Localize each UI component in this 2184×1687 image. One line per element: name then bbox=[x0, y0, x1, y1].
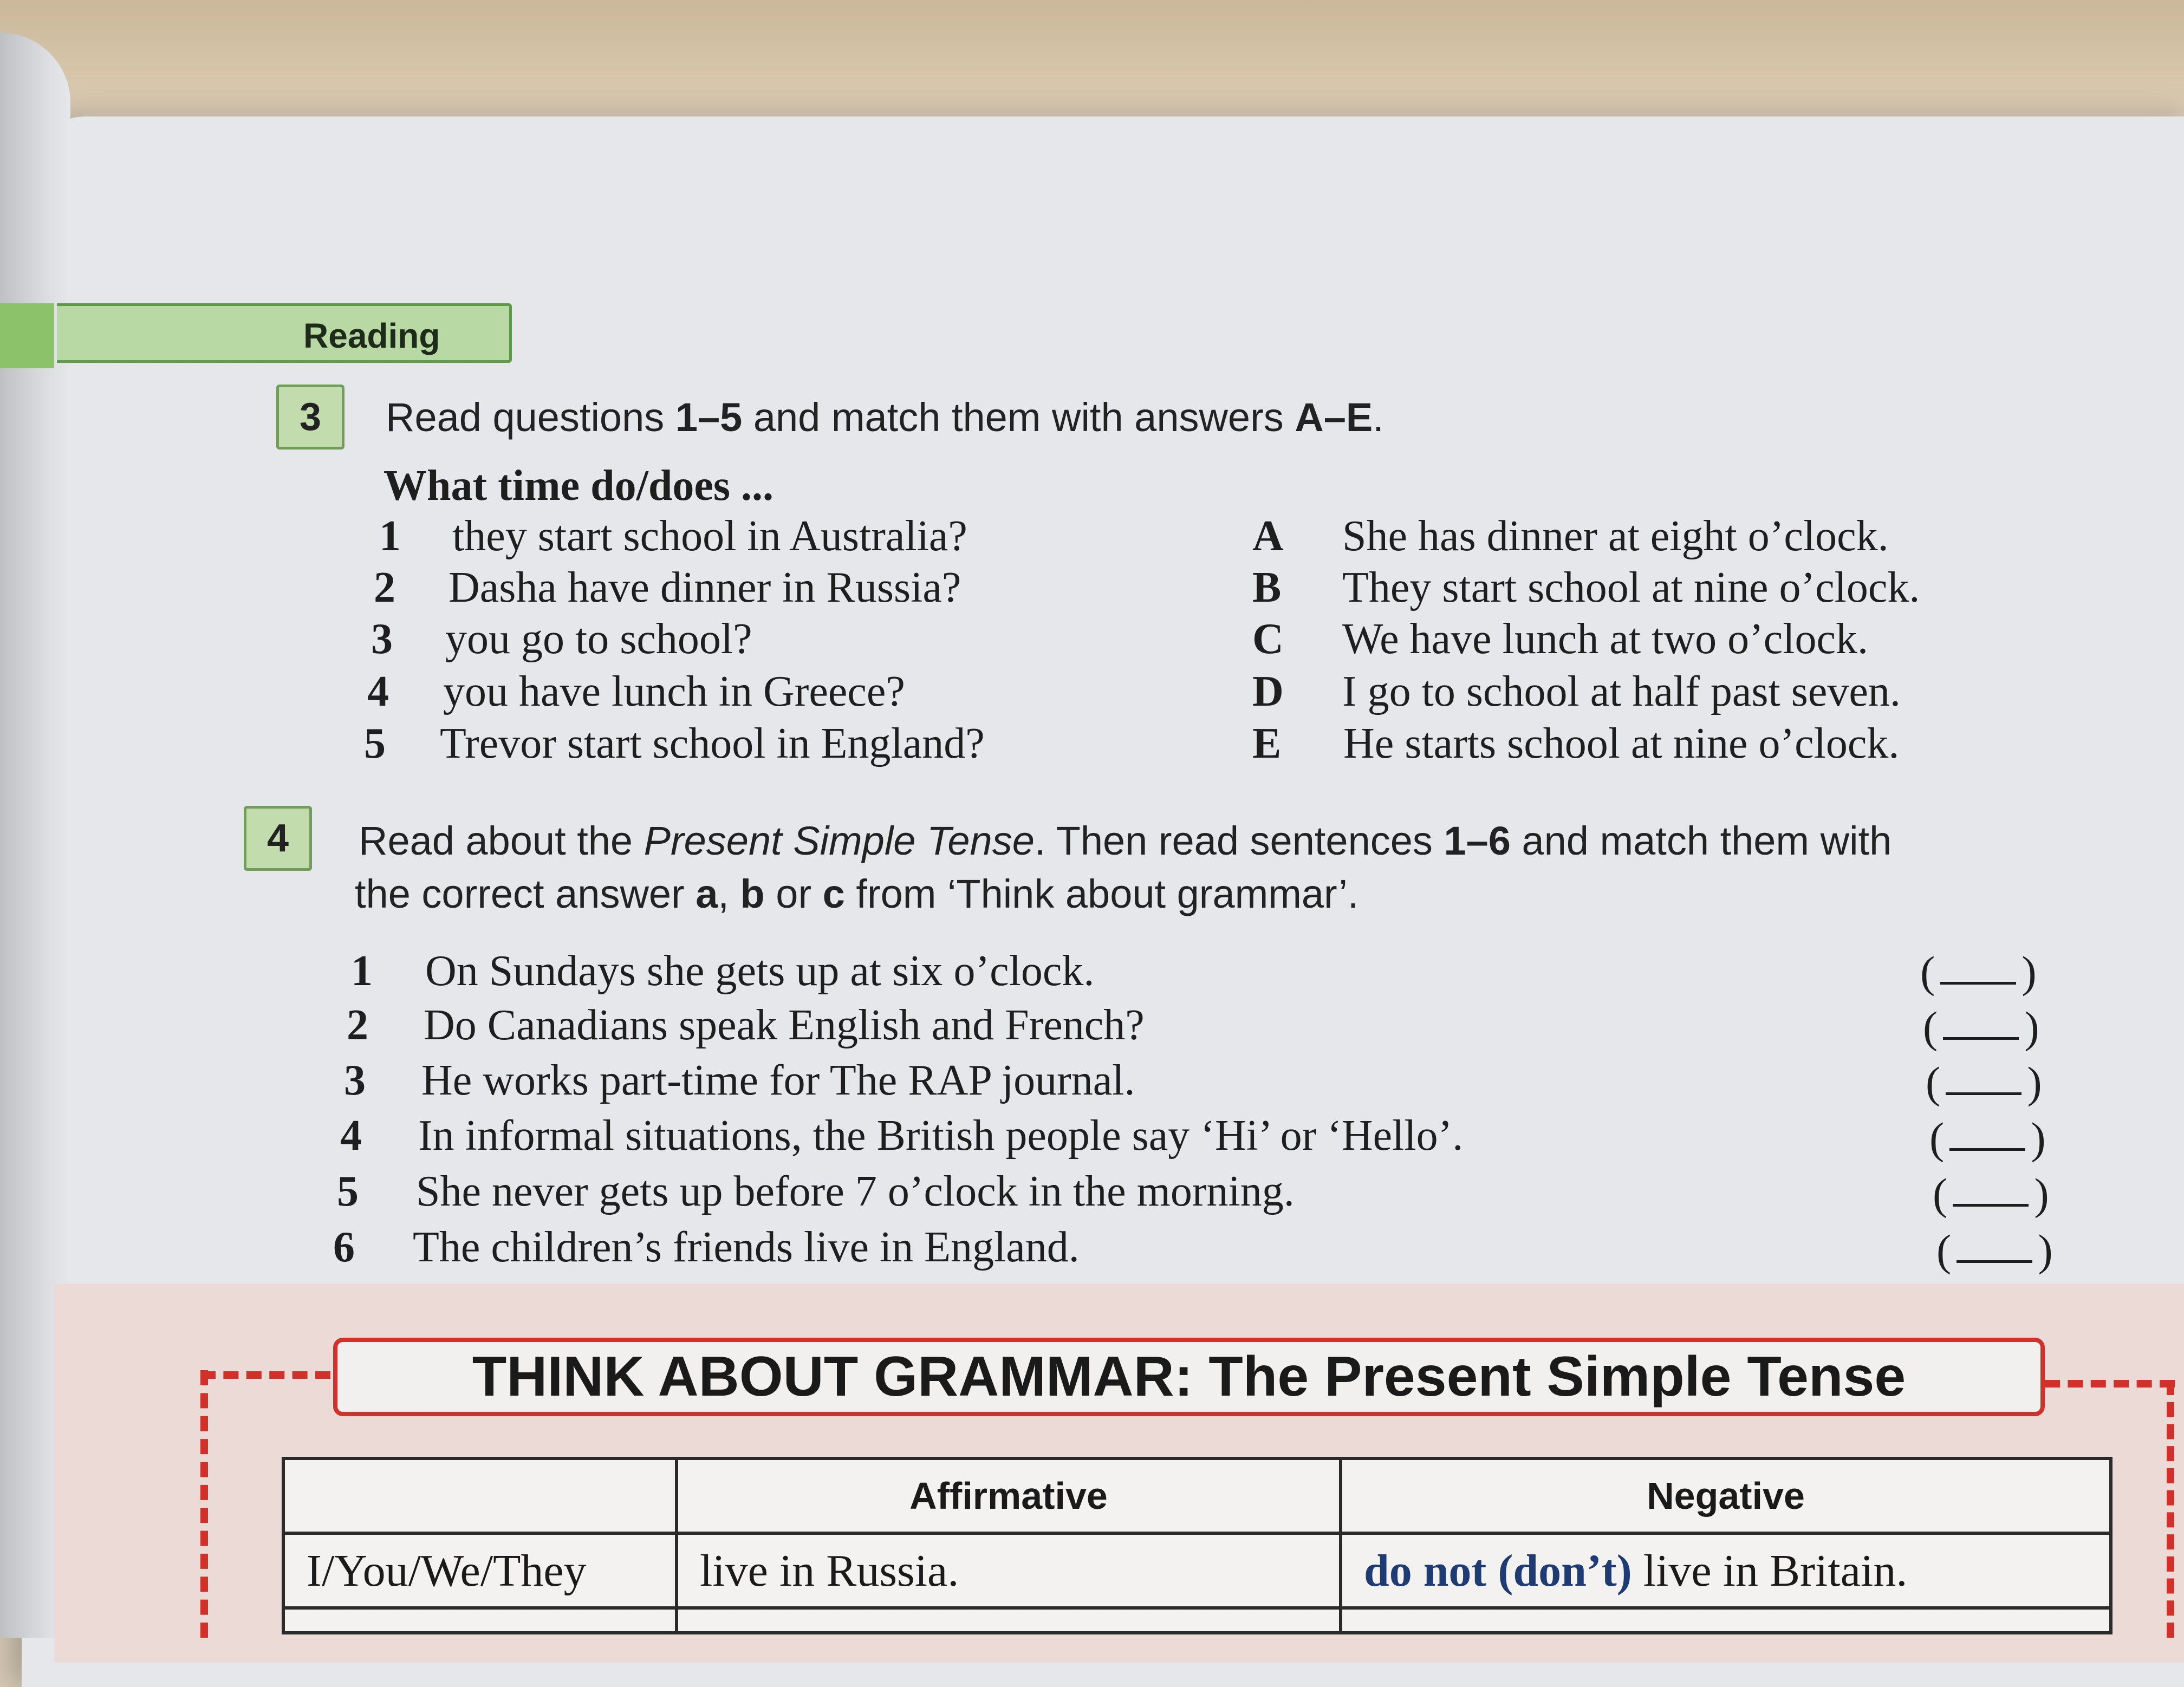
question-text: Dasha have dinner in Russia? bbox=[448, 564, 961, 611]
table-header-cell bbox=[283, 1458, 677, 1533]
question-number: 2 bbox=[374, 564, 395, 611]
table-row bbox=[283, 1533, 2111, 1608]
question-text: you go to school? bbox=[445, 615, 752, 663]
table-cell-affirmative: live in Russia. bbox=[677, 1533, 1341, 1608]
answer-blank[interactable]: ( ) bbox=[1920, 947, 2037, 996]
sentence-text: He works part-time for The RAP journal. bbox=[421, 1057, 1135, 1104]
sentence-number: 1 bbox=[351, 947, 373, 995]
answer-blank[interactable]: ( ) bbox=[1936, 1226, 2053, 1275]
sentence-text: Do Canadians speak English and French? bbox=[424, 1001, 1145, 1049]
sentence-number: 6 bbox=[333, 1223, 355, 1271]
dashed-border bbox=[2045, 1380, 2175, 1388]
table-header-cell: Negative bbox=[1341, 1458, 2111, 1533]
answer-text: He starts school at nine o’clock. bbox=[1343, 720, 1900, 767]
question-text: you have lunch in Greece? bbox=[443, 668, 905, 715]
grammar-box-title bbox=[333, 1338, 2045, 1416]
sentence-text: The children’s friends live in England. bbox=[413, 1223, 1080, 1271]
grammar-title-text: THINK ABOUT GRAMMAR: The Present Simple Tense bbox=[472, 1345, 1906, 1408]
answer-blank[interactable]: ( ) bbox=[1933, 1169, 2049, 1219]
sentence-number: 3 bbox=[344, 1057, 366, 1104]
dashed-border bbox=[2167, 1380, 2182, 1638]
sentence-number: 4 bbox=[340, 1112, 362, 1160]
grammar-table bbox=[282, 1457, 2112, 1634]
section-tab-label: Reading bbox=[303, 316, 440, 355]
table-cell bbox=[677, 1608, 1341, 1633]
answer-blank[interactable]: ( ) bbox=[1929, 1113, 2046, 1163]
sentence-text: She never gets up before 7 o’clock in the morning. bbox=[416, 1168, 1295, 1215]
table-header-row bbox=[283, 1458, 2111, 1533]
exercise-3-instruction: Read questions 1–5 and match them with answers A–E. bbox=[386, 395, 1384, 440]
answer-letter: C bbox=[1252, 615, 1284, 663]
question-number: 4 bbox=[367, 668, 389, 715]
exercise-4-instruction-line2: the correct answer a, b or c from ‘Think about grammar’. bbox=[355, 871, 1359, 916]
answer-text: They start school at nine o’clock. bbox=[1342, 564, 1920, 611]
sentence-text: On Sundays she gets up at six o’clock. bbox=[425, 947, 1095, 995]
dashed-border bbox=[200, 1370, 216, 1638]
question-text: they start school in Australia? bbox=[452, 512, 967, 560]
sentence-number: 2 bbox=[347, 1001, 368, 1049]
negative-form-highlight: do not (don’t) bbox=[1364, 1545, 1632, 1596]
table-cell-subject: I/You/We/They bbox=[283, 1533, 677, 1608]
table-row bbox=[283, 1608, 2111, 1633]
answer-blank[interactable]: ( ) bbox=[1926, 1058, 2042, 1107]
exercise-3-lead: What time do/does ... bbox=[384, 462, 774, 510]
sentence-text: In informal situations, the British people say ‘Hi’ or ‘Hello’. bbox=[418, 1112, 1464, 1160]
exercise-3-number: 3 bbox=[276, 385, 344, 450]
question-number: 1 bbox=[379, 512, 401, 560]
exercise-4-number: 4 bbox=[244, 806, 312, 871]
answer-letter: A bbox=[1252, 512, 1284, 560]
question-text: Trevor start school in England? bbox=[440, 720, 985, 767]
table-cell bbox=[283, 1608, 677, 1633]
answer-text: We have lunch at two o’clock. bbox=[1342, 615, 1868, 663]
negative-rest: live in Britain. bbox=[1632, 1545, 1908, 1596]
table-header-cell: Affirmative bbox=[677, 1458, 1341, 1533]
question-number: 3 bbox=[371, 615, 393, 663]
exercise-4-instruction-line1: Read about the Present Simple Tense. Then read sentences 1–6 and match them with bbox=[359, 818, 1892, 863]
section-color-strip bbox=[0, 303, 54, 368]
sentence-number: 5 bbox=[337, 1168, 359, 1215]
answer-letter: D bbox=[1252, 668, 1284, 715]
answer-letter: E bbox=[1252, 720, 1282, 767]
table-cell-negative bbox=[1341, 1533, 2111, 1608]
section-tab-reading bbox=[57, 303, 512, 363]
answer-text: I go to school at half past seven. bbox=[1342, 668, 1901, 715]
dashed-border bbox=[200, 1371, 330, 1379]
answer-text: She has dinner at eight o’clock. bbox=[1342, 512, 1889, 560]
answer-blank[interactable]: ( ) bbox=[1923, 1002, 2039, 1052]
question-number: 5 bbox=[364, 720, 386, 767]
answer-letter: B bbox=[1252, 564, 1282, 611]
table-cell bbox=[1341, 1608, 2111, 1633]
